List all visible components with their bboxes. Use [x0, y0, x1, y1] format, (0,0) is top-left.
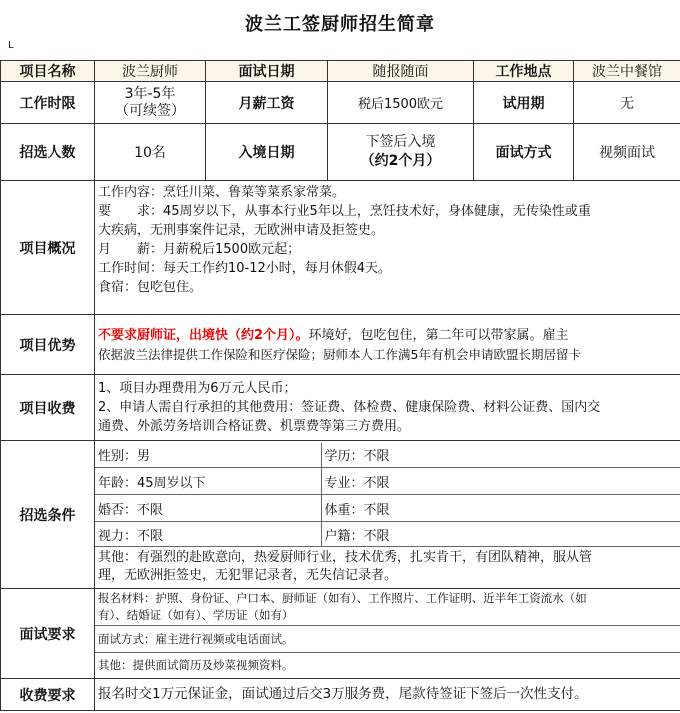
table-row: [1, 589, 680, 679]
overview-line: 食宿：包吃包住。: [98, 280, 203, 295]
conditions-content: [95, 441, 680, 589]
other-conditions: [95, 547, 680, 587]
table-row: [1, 375, 680, 441]
page-title: 波兰工签厨师招生简章: [245, 14, 435, 35]
other-conditions-line: 其他：有强烈的赴欧意向，热爱厨师行业，技术优秀，扎实肯干，有团队精神，服从管: [98, 549, 593, 565]
fees-line: 通费、外派劳务培训合格证费、机票费等第三方费用。: [98, 419, 411, 434]
interview-req-label: 面试要求: [1, 589, 95, 679]
advantage-content: [95, 315, 680, 375]
interview-date-value: 随报随面: [328, 61, 474, 82]
education-cell: 学历：不限: [321, 443, 680, 468]
method-cell: 面试方式：雇主进行视频或电话面试。: [95, 626, 680, 653]
major-cell: 专业：不限: [321, 468, 680, 495]
overview-line: 工作时间：每天工作约10-12小时，每月休假4天。: [98, 261, 392, 276]
other-conditions-line: 理，无欧洲拒签史，无犯罪记录者，无失信记录者。: [98, 567, 398, 583]
weight-cell: 体重：不限: [321, 495, 680, 522]
table-row: [1, 181, 680, 315]
recruitment-table: [0, 60, 680, 711]
overview-line: 要 求：45周岁以下，从事本行业5年以上，烹饪技术好，身体健康，无传染性或重: [98, 204, 591, 219]
term-line-1: 3年-5年: [124, 85, 176, 102]
table-row: [1, 315, 680, 375]
entry-line-2: （约2个月）: [360, 153, 441, 169]
term-value: [95, 82, 206, 124]
advantage-highlight: 不要求厨师证，出境快（约2个月）。: [98, 327, 309, 343]
hukou-cell: 户籍：不限: [321, 522, 680, 547]
corner-mark: L: [8, 40, 14, 51]
fees-line: 2、申请人需自行承担的其他费用：签证费、体检费、健康保险费、材料公证费、国内交: [98, 400, 601, 415]
table-row: [1, 441, 680, 589]
materials-cell: [95, 590, 680, 626]
entry-value: [328, 124, 474, 181]
table-row: [1, 61, 680, 82]
overview-line: 大疾病，无刑事案件记录，无欧洲申请及拒签史。: [98, 223, 385, 238]
interview-method-value: 视频面试: [574, 124, 680, 181]
project-name-value: 波兰厨师: [95, 61, 206, 82]
entry-line-1: 下签后入境: [365, 134, 436, 150]
overview-line: 月 薪：月薪税后1500欧元起；: [98, 242, 301, 257]
work-location-label: 工作地点: [474, 61, 574, 82]
salary-label: 月薪工资: [206, 82, 328, 124]
term-line-2: （可续签）: [115, 102, 185, 119]
table-row: [1, 124, 680, 181]
interview-method-label: 面试方式: [474, 124, 574, 181]
gender-cell: 性别：男: [95, 443, 321, 468]
probation-value: 无: [574, 82, 680, 124]
conditions-label: 招选条件: [1, 441, 95, 589]
materials-line: 有）、结婚证（如有）、学历证（如有）: [98, 608, 294, 623]
fees-label: 项目收费: [1, 375, 95, 441]
payment-label: 收费要求: [1, 679, 95, 711]
fees-line: 1、项目办理费用为6万元人民币；: [98, 381, 297, 396]
payment-content: 报名时交1万元保证金，面试通过后交3万服务费，尾款待签证下签后一次性支付。: [95, 679, 680, 711]
overview-label: 项目概况: [1, 181, 95, 315]
probation-label: 试用期: [474, 82, 574, 124]
fees-content: [95, 375, 680, 441]
advantage-rest: 环境好，包吃包住，第二年可以带家属。雇主: [308, 327, 569, 343]
advantage-line-2: 依据波兰法律提供工作保险和医疗保险；厨师本人工作满5年有机会申请欧盟长期居留卡: [98, 346, 581, 362]
materials-line: 报名材料：护照、身份证、户口本、厨师证（如有）、工作照片、工作证明、近半年工资流水（如: [98, 591, 587, 606]
vision-cell: 视力：不限: [95, 522, 321, 547]
project-name-label: 项目名称: [1, 61, 95, 82]
interview-date-label: 面试日期: [206, 61, 328, 82]
salary-value: 税后1500欧元: [328, 82, 474, 124]
term-label: 工作时限: [1, 82, 95, 124]
interview-req-content: [95, 589, 680, 679]
advantage-label: 项目优势: [1, 315, 95, 375]
overview-line: 工作内容：烹饪川菜、鲁菜等菜系家常菜。: [98, 185, 346, 200]
table-row: [1, 82, 680, 124]
overview-content: [95, 181, 680, 315]
age-cell: 年龄：45周岁以下: [95, 468, 321, 495]
other-req-cell: 其他：提供面试简历及炒菜视频资料。: [95, 653, 680, 678]
work-location-value: 波兰中餐馆: [574, 61, 680, 82]
entry-label: 入境日期: [206, 124, 328, 181]
marriage-cell: 婚否：不限: [95, 495, 321, 522]
count-label: 招选人数: [1, 124, 95, 181]
table-row: [1, 679, 680, 711]
count-value: 10名: [95, 124, 206, 181]
